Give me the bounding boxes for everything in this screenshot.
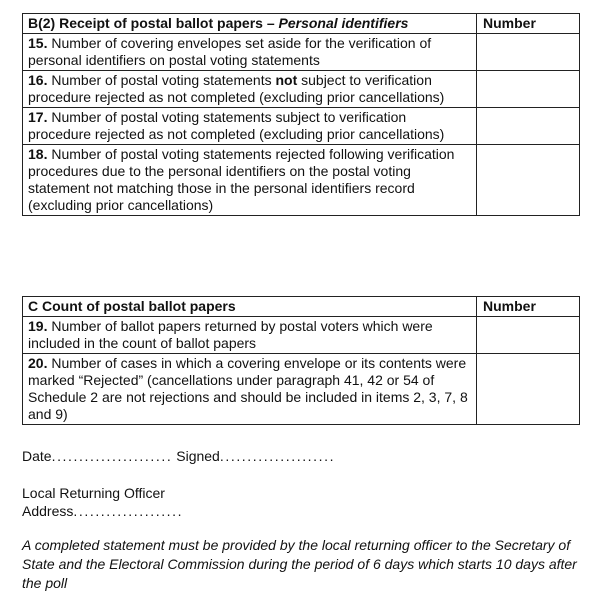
table-row (23, 71, 580, 108)
date-field[interactable]: ...................... (51, 448, 173, 464)
section-c-header-row (23, 297, 580, 317)
address-line (22, 503, 183, 520)
item-16-value-cell[interactable] (477, 71, 580, 108)
item-20-text (23, 354, 477, 425)
item-16-description-bold: not (275, 72, 298, 88)
item-17-text (23, 108, 477, 145)
table-row (23, 317, 580, 354)
section-b-table (22, 13, 580, 216)
item-19-number: 19. (28, 318, 48, 334)
item-19-description: Number of ballot papers returned by postal voters which were included in the count of ballot papers (28, 318, 433, 351)
item-16-description-before: Number of postal voting statements (47, 72, 276, 88)
item-17-description: Number of postal voting statements subject to verification procedure rejected as not completed (excluding prior cancellations) (28, 109, 445, 142)
item-20-value-cell[interactable] (477, 354, 580, 425)
officer-label: Local Returning Officer (22, 485, 165, 501)
item-15-description: Number of covering envelopes set aside for the verification of personal identifiers on postal voting statements (28, 35, 432, 68)
item-17-value-cell[interactable] (477, 108, 580, 145)
section-c-title: C Count of postal ballot papers (23, 297, 477, 317)
item-20-description: Number of cases in which a covering envelope or its contents were marked “Rejected” (cancellations under paragraph 41, 42 or 54 of Schedule 2 are not rejections and should be included in items 2, 3, 7, 8 and 9) (28, 355, 468, 422)
table-row (23, 34, 580, 71)
section-b-title (23, 14, 477, 34)
table-row (23, 108, 580, 145)
item-16-text (23, 71, 477, 108)
date-label: Date (22, 448, 52, 464)
item-15-number: 15. (28, 35, 48, 51)
section-b-header-row (23, 14, 580, 34)
section-b-title-italic: Personal identifiers (278, 15, 409, 31)
signed-label: Signed (172, 448, 220, 464)
signature-field[interactable]: ..................... (219, 448, 336, 464)
section-b-title-text: B(2) Receipt of postal ballot papers – (28, 15, 279, 31)
footnote: A completed statement must be provided by the local returning officer to the Secretary of State and the Electoral Commission during the period of 6 days which starts 10 days after the poll (22, 537, 577, 591)
date-signed-line (22, 448, 335, 465)
address-label: Address (22, 503, 74, 519)
item-16-number: 16. (28, 72, 48, 88)
item-15-text (23, 34, 477, 71)
item-19-value-cell[interactable] (477, 317, 580, 354)
section-c-table (22, 296, 580, 425)
item-17-number: 17. (28, 109, 48, 125)
section-c-number-header: Number (477, 297, 580, 317)
item-18-value-cell[interactable] (477, 145, 580, 216)
item-18-number: 18. (28, 146, 48, 162)
item-19-text (23, 317, 477, 354)
table-row (23, 354, 580, 425)
address-field[interactable]: .................... (73, 503, 184, 519)
item-18-text (23, 145, 477, 216)
table-row (23, 145, 580, 216)
item-15-value-cell[interactable] (477, 34, 580, 71)
section-b-number-header: Number (477, 14, 580, 34)
item-18-description: Number of postal voting statements rejected following verification procedures due to the personal identifiers on the postal voting statement not matching those in the personal identifiers record (excluding prior cancellations) (28, 146, 455, 213)
item-20-number: 20. (28, 355, 48, 371)
item-16-description-after: subject to verification procedure rejected as not completed (excluding prior cancellations) (28, 72, 445, 105)
